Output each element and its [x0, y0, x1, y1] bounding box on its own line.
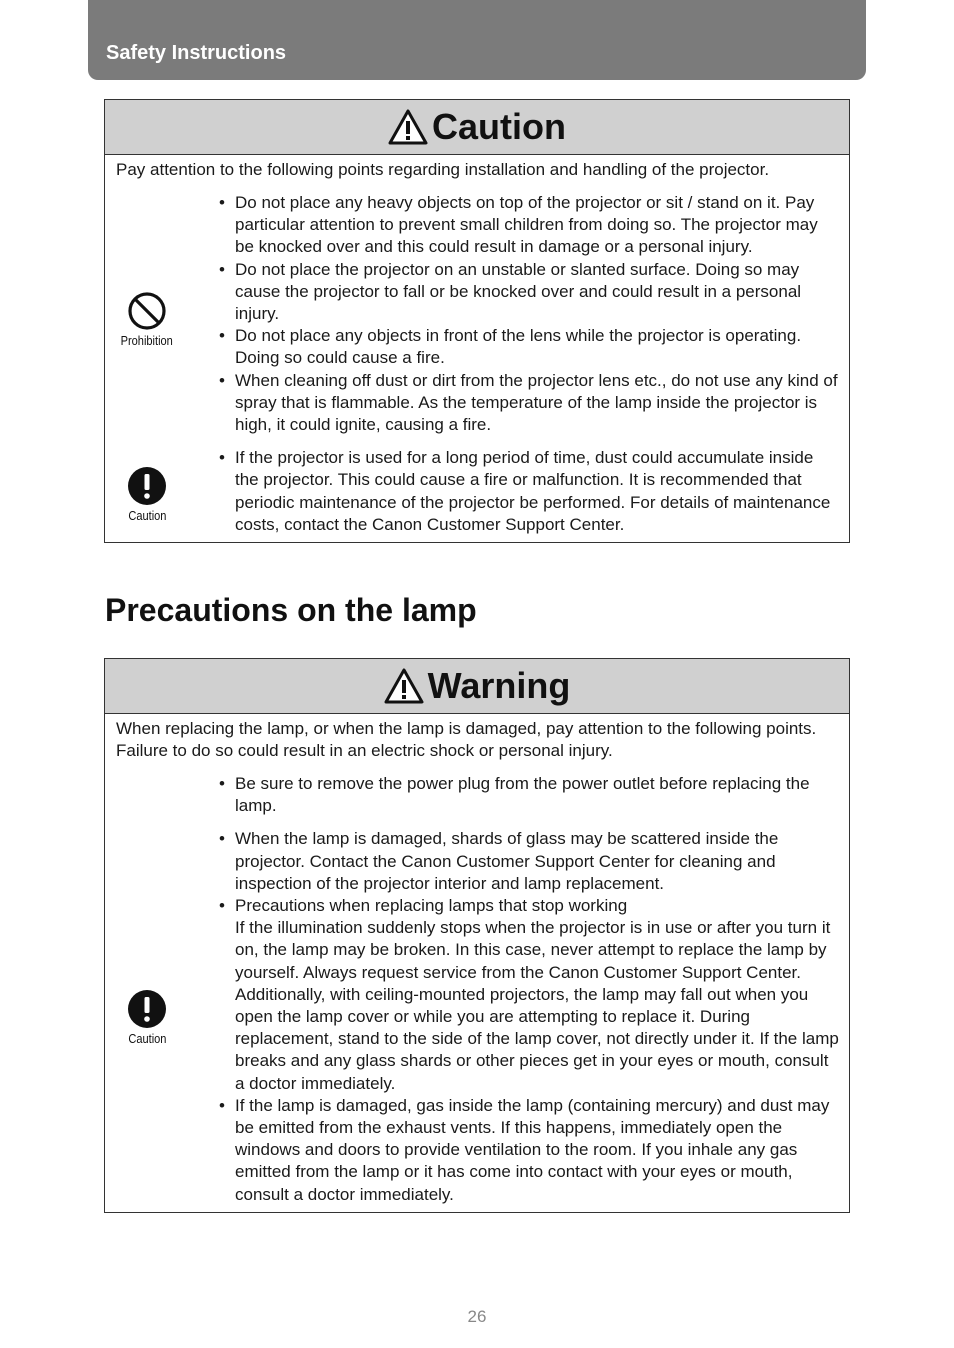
caution-box [104, 99, 850, 543]
list-item: • If the projector is used for a long period of time, dust could accumulate inside the projector. This could cause a fire or malfunction. It is recommended that periodic maintenance of the projector be performed. For details of maintenance costs, contact the Canon Customer Support Center. [215, 447, 839, 536]
list-item: • Do not place any heavy objects on top of the projector or sit / stand on it. Pay particular attention to prevent small children from doing so. The projector may be knocked over and this could result in damage or a personal injury. [215, 192, 839, 259]
section-heading: Precautions on the lamp [105, 592, 477, 628]
warning-top-list [189, 773, 849, 817]
list-item: • Do not place the projector on an unstable or slanted surface. Doing so may cause the projector to fall or be knocked over and could result in a personal injury. [215, 259, 839, 326]
caution-box-header [105, 100, 849, 155]
warning-top-group [105, 773, 849, 817]
caution-exclamation-icon [127, 466, 167, 506]
warning-intro: When replacing the lamp, or when the lamp is damaged, pay attention to the following points. Failure to do so could result in an electric shock or personal injury. [116, 719, 817, 760]
page-number: 26 [467, 1307, 487, 1326]
prohibition-symbol [105, 192, 189, 436]
list-item-title: • Precautions when replacing lamps that stop working [235, 896, 628, 916]
warning-triangle-icon [384, 668, 424, 704]
list-item [215, 895, 839, 1095]
caution-label: Caution [127, 1030, 167, 1046]
caution-symbol [105, 828, 189, 1205]
warning-box [104, 658, 850, 1213]
list-item: • When cleaning off dust or dirt from the projector lens etc., do not use any kind of spray that is flammable. As the temperature of the lamp inside the projector is high, it could ignite, causing a fire. [215, 370, 839, 437]
caution-list [189, 447, 849, 536]
warning-box-header [105, 659, 849, 714]
caution-intro: Pay attention to the following points regarding installation and handling of the projector. [116, 160, 770, 179]
warning-caution-list [189, 828, 849, 1205]
prohibition-label: Prohibition [120, 332, 174, 348]
section-title: Safety Instructions [106, 42, 287, 64]
empty-icon-col [105, 773, 189, 817]
caution-symbol [105, 447, 189, 536]
prohibition-list [189, 192, 849, 436]
list-item: • Be sure to remove the power plug from the power outlet before replacing the lamp. [215, 773, 839, 817]
list-item: • Do not place any objects in front of the lens while the projector is operating. Doing so could cause a fire. [215, 325, 839, 369]
caution-exclamation-icon [127, 989, 167, 1029]
prohibition-icon [127, 291, 167, 331]
list-item-body: If the illumination suddenly stops when the projector is in use or after you turn it on, the lamp may be broken. In this case, never attempt to replace the lamp by yourself. Always request service from the Canon Customer Support Center. Additionally, with ceiling-mounted projectors, the lamp may fall out when you open the lamp cover or while you are attempting to replace it. During replacement, stand to the side of the lamp cover, not directly under it. If the lamp breaks and any glass shards or other pieces get in your eyes or mouth, consult a doctor immediately. [235, 918, 839, 1093]
warning-title: Warning [427, 665, 571, 706]
warning-caution-group [105, 828, 849, 1205]
header-bar [88, 0, 866, 80]
list-item: • If the lamp is damaged, gas inside the lamp (containing mercury) and dust may be emitted from the exhaust vents. If this happens, immediately open the windows and doors to provide ventilation to the room. If you inhale any gas emitted from the lamp or it has come into contact with your eyes or mouth, consult a doctor immediately. [215, 1095, 839, 1206]
caution-title: Caution [432, 106, 566, 147]
warning-triangle-icon [388, 109, 428, 145]
caution-group [105, 447, 849, 536]
caution-label: Caution [127, 508, 167, 524]
list-item: • When the lamp is damaged, shards of glass may be scattered inside the projector. Contact the Canon Customer Support Center for cleaning and inspection of the projector interior and lamp replacement. [215, 828, 839, 895]
prohibition-group [105, 192, 849, 436]
